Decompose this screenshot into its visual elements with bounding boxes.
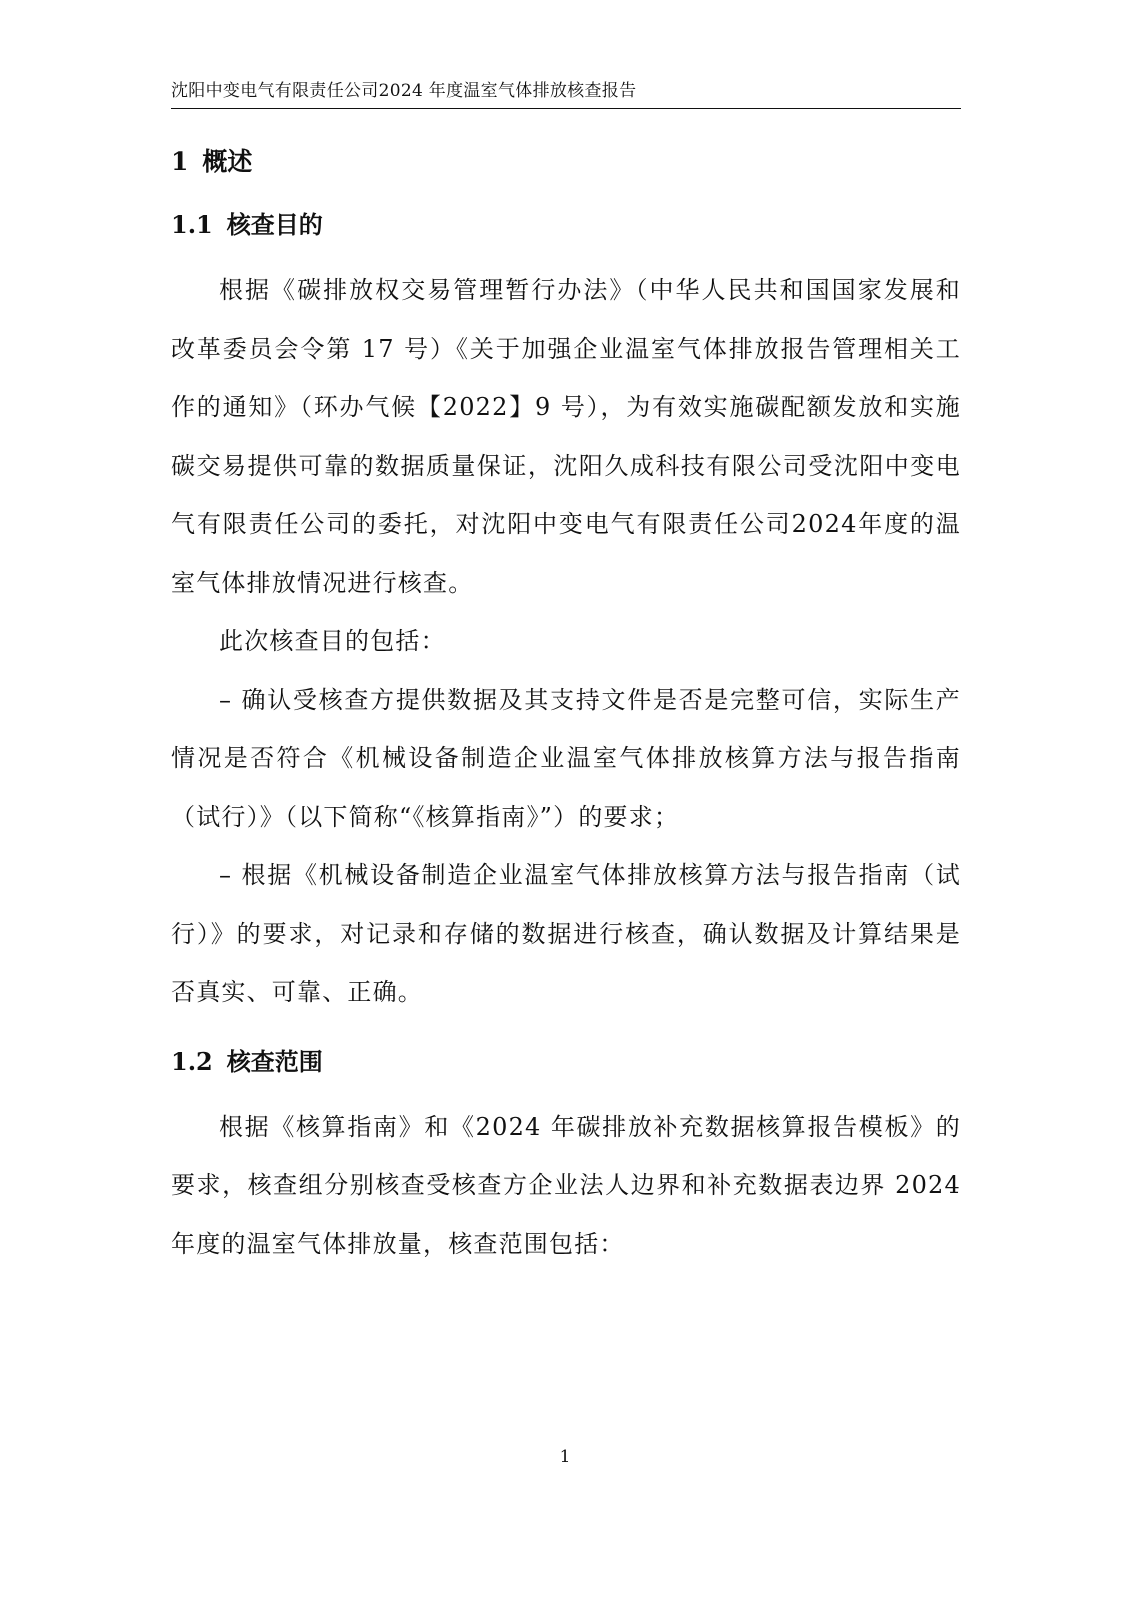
section-number: 1 — [171, 147, 189, 176]
paragraph-scope: 根据《核算指南》和《2024 年碳排放补充数据核算报告模板》的要求，核查组分别核查受核查方企业法人边界和补充数据表边界 2024 年度的温室气体排放量，核查范围包括： — [171, 1112, 961, 1258]
section-title: 概述 — [202, 147, 253, 176]
page-number: 1 — [559, 1447, 571, 1467]
section-number: 1.1 — [171, 210, 213, 239]
paragraph-purpose-basis: 根据《碳排放权交易管理暂行办法》（中华人民共和国国家发展和改革委员会令第 17 号）《关于加强企业温室气体排放报告管理相关工作的通知》（环办气候【2022】9 号），为有效实施碳配额发放和实施碳交易提供可靠的数据质量保证，沈阳久成科技有限公司受沈阳中变电气有限责任公司的委托，对沈阳中变电气有限责任公司2024年度的温室气体排放情况进行核查。 — [171, 276, 961, 597]
section-heading-1-2 — [171, 1038, 961, 1086]
page-content — [171, 138, 961, 1273]
section-heading-1 — [171, 138, 961, 186]
section-number: 1.2 — [171, 1046, 213, 1076]
header-divider — [171, 108, 961, 109]
paragraph-purpose-item-2: – 根据《机械设备制造企业温室气体排放核算方法与报告指南（试行）》的要求，对记录和存储的数据进行核查，确认数据及计算结果是否真实、可靠、正确。 — [171, 861, 961, 1006]
running-header: 沈阳中变电气有限责任公司2024 年度温室气体排放核查报告 — [171, 81, 637, 101]
section-title: 核查目的 — [226, 210, 323, 239]
paragraph-purpose-intro: 此次核查目的包括： — [219, 627, 446, 655]
section-title: 核查范围 — [226, 1046, 323, 1076]
section-heading-1-1 — [171, 201, 961, 249]
paragraph-purpose-item-1: – 确认受核查方提供数据及其支持文件是否是完整可信，实际生产情况是否符合《机械设备制造企业温室气体排放核算方法与报告指南（试行）》（以下简称“《核算指南》”）的要求； — [171, 685, 961, 831]
